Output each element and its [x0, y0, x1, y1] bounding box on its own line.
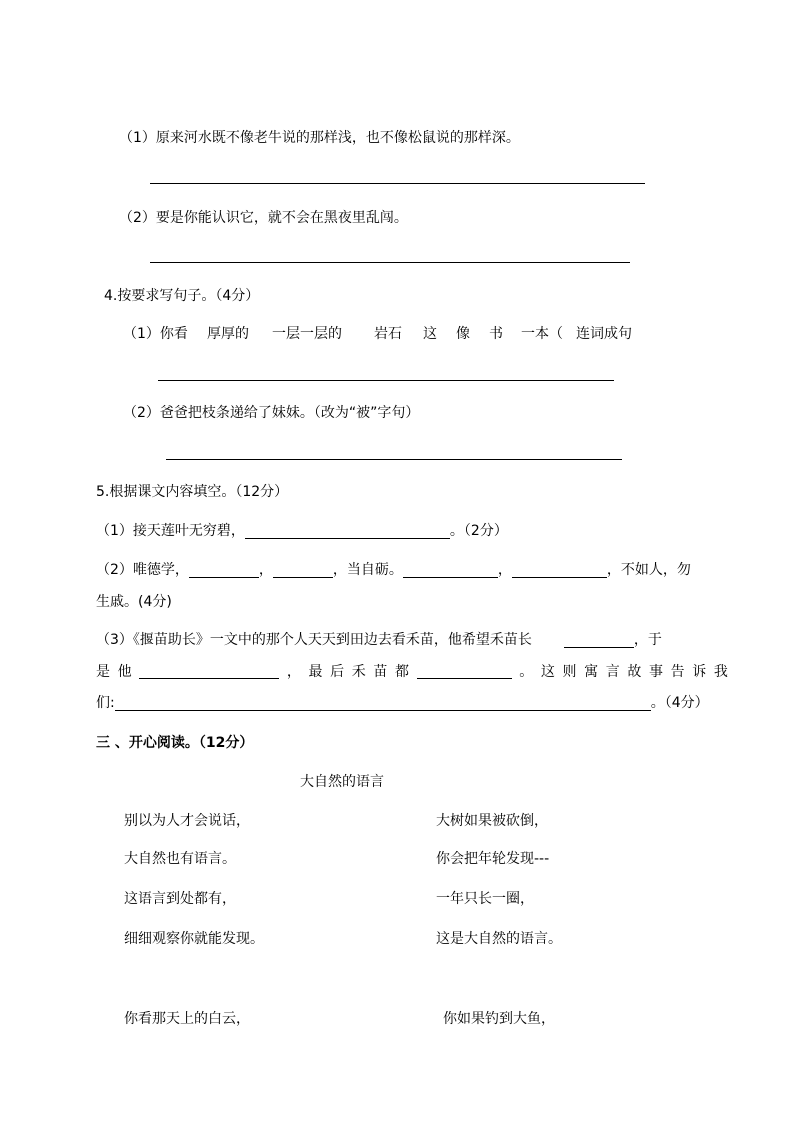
- q5-blank[interactable]: [189, 563, 259, 578]
- q5-item-2-sep: ，: [497, 562, 512, 578]
- q5-blank[interactable]: [564, 633, 634, 648]
- poem-title: 大自然的语言: [300, 774, 384, 790]
- q4-sentence-1-prefix: （1）你看: [123, 326, 188, 342]
- q4-word: 像: [456, 326, 470, 342]
- q5-item-3-line-1: [96, 632, 662, 648]
- q5-item-3-char: 事: [649, 664, 663, 680]
- q5-item-3-char: ，: [286, 664, 301, 680]
- q5-item-3-char: 则: [562, 664, 577, 680]
- poem-left-line: 细细观察你就能发现。: [124, 931, 264, 947]
- q5-blank[interactable]: [273, 563, 333, 578]
- poem-left-line: 你看那天上的白云，: [124, 1011, 250, 1027]
- q5-item-3-char: 苗: [373, 664, 388, 680]
- poem-left-line: 大自然也有语言。: [124, 851, 236, 867]
- q5-item-3-char: 告: [670, 664, 685, 680]
- poem-left-line: 这语言到处都有，: [124, 891, 236, 907]
- poem-left-line: 别以为人才会说话，: [124, 813, 250, 829]
- q5-item-3-char: 故: [627, 664, 642, 680]
- q5-title: 5.根据课文内容填空。（12分）: [96, 484, 289, 500]
- q5-item-3-char: 后: [330, 664, 345, 680]
- q5-item-2-text: ，不如人，勿: [606, 562, 691, 578]
- q5-item-3-char: 这: [540, 664, 555, 680]
- q5-item-3-char: 言: [605, 664, 620, 680]
- q5-item-3-char: 是: [96, 664, 110, 680]
- q5-blank[interactable]: [512, 563, 607, 578]
- q5-item-3-text: 们:: [96, 695, 115, 711]
- q5-item-3-char: 他: [117, 664, 132, 680]
- q5-item-2: [96, 562, 691, 578]
- q5-item-3-text: 。（4分）: [650, 695, 709, 711]
- q5-blank[interactable]: [417, 664, 512, 679]
- q5-blank[interactable]: [403, 563, 498, 578]
- q5-item-1-end: 。（2分）: [449, 523, 508, 539]
- q5-item-2-text: （2）唯德学，: [96, 562, 189, 578]
- q5-blank[interactable]: [115, 696, 651, 711]
- q5-blank[interactable]: [139, 664, 279, 679]
- q5-item-3-char: 我: [713, 664, 728, 680]
- q5-item-2-sep: ，: [258, 562, 273, 578]
- q5-item-1: [96, 523, 508, 539]
- poem-right-line: 大树如果被砍倒，: [436, 813, 548, 829]
- q4-word: 厚厚的: [207, 326, 249, 342]
- q4-answer-line-1[interactable]: [158, 380, 614, 381]
- q4-sentence-1-instruction: 连词成句: [576, 326, 632, 342]
- q5-item-3-line-2: [96, 664, 728, 680]
- q4-word: 这: [423, 326, 437, 342]
- q4-title: 4.按要求写句子。（4分）: [104, 288, 260, 304]
- q5-item-3-char: 禾: [351, 664, 366, 680]
- q4-answer-line-2[interactable]: [166, 459, 622, 460]
- section-3-heading: 三 、开心阅读。（12分）: [96, 735, 254, 751]
- poem-right-line: 一年只长一圈，: [436, 891, 534, 907]
- q5-item-3-char: 。: [519, 664, 534, 680]
- q5-item-3-text: ，于: [633, 632, 662, 648]
- q4-sentence-2: （2）爸爸把枝条递给了妹妹。（改为“被”字句）: [123, 405, 420, 421]
- q3-sentence-2: （2）要是你能认识它，就不会在黑夜里乱闯。: [119, 210, 408, 226]
- poem-right-line: 你如果钓到大鱼，: [443, 1011, 555, 1027]
- q5-blank[interactable]: [245, 524, 450, 539]
- q4-word: 一本（: [521, 326, 563, 342]
- q3-sentence-1: （1）原来河水既不像老牛说的那样浅，也不像松鼠说的那样深。: [119, 130, 520, 146]
- q5-item-3-char: 最: [308, 664, 323, 680]
- q5-item-3-char: 都: [395, 664, 409, 680]
- q5-item-3-char: 寓: [584, 664, 599, 680]
- q5-item-3-line-3: [96, 695, 709, 711]
- q5-item-2-text: ，当自砺。: [332, 562, 403, 578]
- poem-right-line: 你会把年轮发现---: [436, 851, 550, 867]
- q5-item-3-char: 诉: [692, 664, 707, 680]
- q3-answer-line-2[interactable]: [150, 262, 630, 263]
- q5-item-1-text: （1）接天莲叶无穷碧，: [96, 523, 245, 539]
- q4-word: 书: [489, 326, 503, 342]
- q3-answer-line-1[interactable]: [150, 183, 645, 184]
- q4-word: 一层一层的: [272, 326, 342, 342]
- poem-right-line: 这是大自然的语言。: [436, 931, 562, 947]
- q5-item-3-text: （3）《揠苗助长》一文中的那个人天天到田边去看禾苗，他希望禾苗长: [96, 632, 532, 648]
- q5-item-2-continued: 生戚。(4分): [96, 594, 172, 610]
- q4-word: 岩石: [374, 326, 402, 342]
